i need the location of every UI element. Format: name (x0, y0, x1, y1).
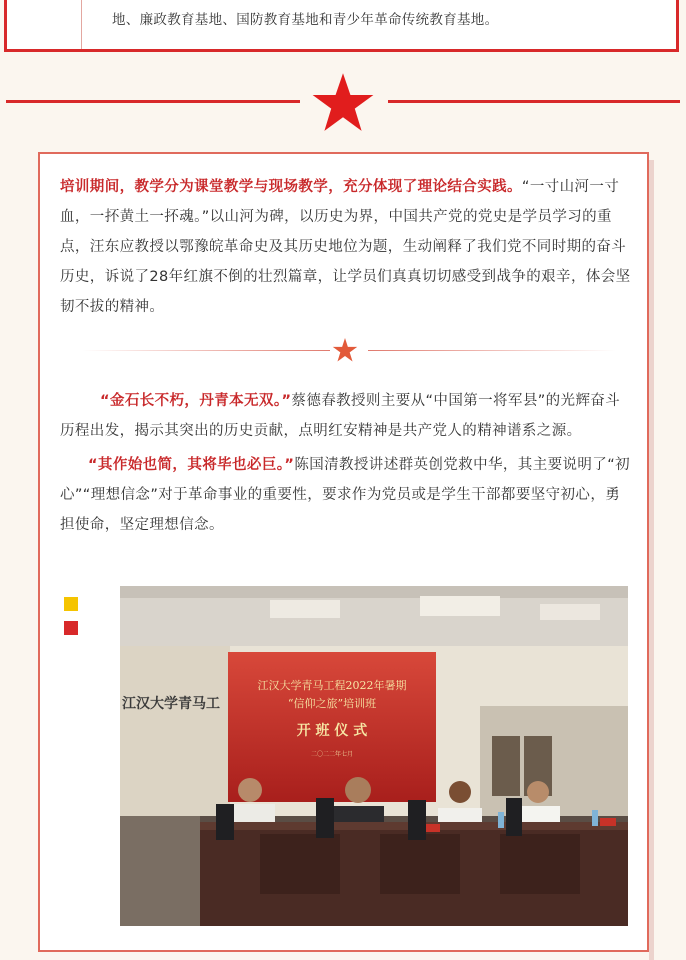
paragraph-body: 蔡德春教授则主要从“中国第一将军县”的光辉奋斗历程出发，揭示其突出的历史贡献，点明红安精神是共产党人的精神谱系之源。 (60, 393, 621, 439)
wall-sign-text: 江汉大学青马工 (122, 696, 220, 712)
quote-zuoshi: “其作始也简，其将毕也必巨。” (88, 457, 295, 473)
ceremony-photo-drawing (120, 586, 628, 926)
small-star-icon (332, 337, 358, 363)
intro-text: 地、廉政教育基地、国防教育基地和青少年革命传统教育基地。 (112, 12, 499, 28)
yellow-square-decor (64, 597, 78, 611)
quote-jinshi: “金石长不朽，丹青本无双。” (100, 393, 292, 409)
divider-right-line (368, 350, 616, 351)
intro-text-box (4, 0, 679, 52)
ceremony-photo (120, 586, 628, 926)
paragraph-body: 陈国清教授讲述群英创党救中华，其主要说明了“初心”“理想信念”对于革命事业的重要性，要求作为党员或是学生干部都要坚守初心，勇担使命，坚定理想信念。 (60, 457, 631, 533)
paragraph-chen (60, 450, 632, 540)
red-square-decor (64, 621, 78, 635)
section-divider-left (6, 100, 300, 103)
section-divider-right (388, 100, 680, 103)
screen-title-line3: 开 班 仪 式 (296, 723, 368, 739)
paragraph-teaching (60, 172, 632, 322)
paragraph-cai (60, 386, 632, 446)
paragraph-body: “一寸山河一寸血，一抔黄土一抔魂。”以山河为碑，以历史为界，中国共产党的党史是学员学习的重点，汪东应教授以鄂豫皖革命史及其历史地位为题，生动阐释了我们党不同时期的奋斗历史，诉说了28年红旗不倒的壮烈篇章，让学员们真真切切感受到战争的艰辛，体会坚韧不拔的精神。 (60, 179, 631, 315)
red-star-icon (312, 72, 374, 134)
content-panel (38, 152, 649, 952)
screen-title-line2: “信仰之旅”培训班 (287, 697, 377, 710)
box-inner-divider (81, 0, 82, 49)
screen-title-line1: 江汉大学青马工程2022年暑期 (257, 679, 407, 692)
divider-left-line (82, 350, 330, 351)
screen-date: 二〇二二年七月 (310, 751, 354, 758)
panel-shadow (649, 160, 654, 960)
paragraph-lead: 培训期间，教学分为课堂教学与现场教学，充分体现了理论结合实践。 (60, 179, 522, 195)
